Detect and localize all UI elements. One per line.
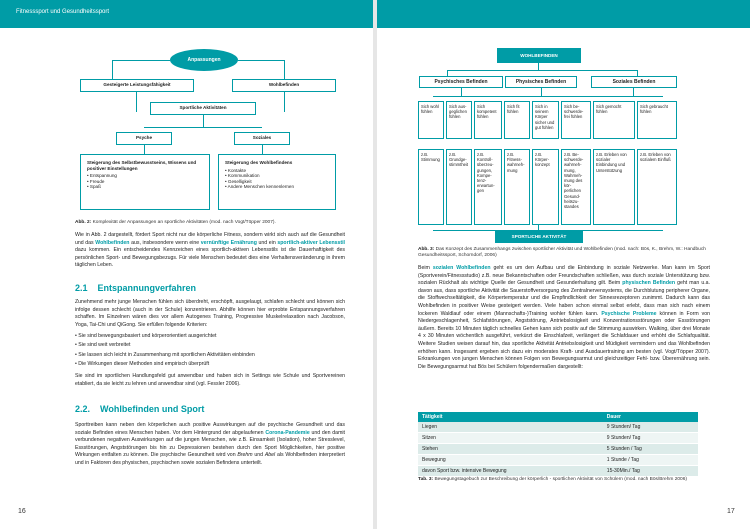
box-psyche-detail bbox=[80, 154, 210, 210]
column-header: Dauer bbox=[603, 412, 698, 422]
heading-number: 2.2. bbox=[75, 404, 91, 414]
row2-box: z.B. Kontroll-überzeu-gungen, Kompe-tenz-erwartun-gen bbox=[474, 149, 502, 225]
box-sportliche-aktivitaeten: Sportliche Aktivitäten bbox=[150, 102, 256, 115]
row2-box: z.B. Be-schwerde-wahrneh-mung, Wahrneh-mung des kör-perlichen Gesund-heitszu-standes bbox=[561, 149, 591, 225]
heading-title: Wohlbefinden und Sport bbox=[100, 404, 205, 414]
heading-2-1 bbox=[75, 283, 196, 293]
caption-label: Abb. 3: bbox=[418, 247, 435, 252]
text: als Wohlbefinden interpretiert und in Faktoren des physischen, psychischen sowie sozialen Befindens unterteilt. bbox=[75, 452, 345, 466]
row1-box: Sich gebraucht fühlen bbox=[637, 101, 677, 139]
row2-box: z.B. Erleben von sozialer Einbindung und Unterstützung bbox=[593, 149, 635, 225]
list-item: • Entspannung bbox=[87, 173, 203, 179]
connector bbox=[541, 88, 542, 96]
cell: davon Sport bzw. intensive Bewegung bbox=[418, 466, 603, 477]
text: Sporttreiben kann neben den körperlichen auch positive Auswirkungen auf die psychische Gesundheit und das soziale Befinden eines Menschen haben. Vor dem Hintergrund der abgelaufenen bbox=[75, 422, 345, 436]
table-row bbox=[418, 444, 698, 455]
connector bbox=[144, 145, 145, 154]
list-item: • Sie lassen sich leicht in Zusammenhang mit sportlichen Aktivitäten einbinden bbox=[75, 351, 345, 360]
left-header: Fitnesssport und Gesundheitssport bbox=[0, 0, 373, 28]
connector bbox=[447, 70, 637, 71]
connector bbox=[203, 115, 204, 127]
cell: 15-30Min./ Tag bbox=[603, 466, 698, 477]
row2-box: z.B. Erleben von sozialem Einfluß bbox=[637, 149, 677, 225]
paragraph-2: Zunehmend mehr junge Menschen fühlen sich überdreht, erschöpft, ausgelaugt, schlafen schlecht und können sich infolge dessen schlecht (auch in der Schule) konzentrieren. Abhilfe können hier erprobte Entspannungsverfahren schaffen. Im Einzelnen wären dies vor allem Autogenes Training, Progressive Muskelrelaxation nach Jacobson, Yoga, Tai-Chi und QiGong. Sie erfüllen folgende Kriterien: bbox=[75, 299, 345, 328]
text: geht man u.a. davon aus, dass sportliche Aktivität die Sauerstoffversorgung des Zentralnervensystems, die Durchblutung peripherer Organe, die Stoffwechseltätigkeit, die Körpertemperatur und die Empfindlichkeit der Sinnesrezeptoren zunimmt. Dadurch kann das Wohlbefinden in positiver Weise gesteigert werden. Viele haben schon einmal selbst erlebt, dass man sich nach einem lockeren Waldlauf oder einem (Mannschafts-)Training wohler fühlen kann. bbox=[418, 280, 710, 317]
highlight: vernünftige Ernährung bbox=[200, 239, 257, 246]
col-sozial: Soziales Befinden bbox=[591, 76, 677, 88]
row1-box: Sich kompetent fühlen bbox=[474, 101, 502, 139]
col-psychisch: Psychisches Befinden bbox=[419, 76, 503, 88]
row2-box: z.B. Stimmung bbox=[418, 149, 444, 225]
list-item: • Die Wirkungen dieser Methoden sind empirisch überprüft bbox=[75, 360, 345, 369]
sportliche-aktivitaet-box: SPORTLICHE AKTIVITÄT bbox=[495, 230, 583, 243]
highlight: sportlich-aktiver Lebensstil bbox=[277, 239, 346, 246]
cell: Liegen bbox=[418, 422, 603, 433]
list-item: • Andere Menschen kennenlernen bbox=[225, 184, 329, 190]
row2-box: z.B. Körper-konzept bbox=[532, 149, 559, 225]
text: dazu kommen. Ein entscheidendes Kennzeichen eines sportlich-aktiven Lebensstils ist die Dauerhaftigkeit des persönlichen Sport- und Bewegungsbezugs. Für viele Menschen bedeutet dies eine Verhaltensveränderung in ihrem täglichen Leben. bbox=[75, 247, 345, 269]
caption-label: Tab. 3: bbox=[418, 477, 434, 482]
soziales-detail-list bbox=[225, 168, 329, 190]
connector bbox=[461, 88, 462, 96]
connector bbox=[633, 88, 634, 96]
paragraph-3: Sie sind im sportlichen Handlungsfeld gut anwendbar und haben sich in Settings wie Schule und Sportvereinen etabliert, da sie leicht zu lehren und anwendbar sind (vgl. Fessler 2006). bbox=[75, 373, 345, 387]
list-item: • Kommunikation bbox=[225, 173, 329, 179]
table-row bbox=[418, 455, 698, 466]
list-item: • Sie sind weit verbreitet bbox=[75, 341, 345, 350]
table-caption-3 bbox=[418, 477, 718, 483]
connector bbox=[112, 60, 170, 61]
soziales-detail-title: Steigerung des Wohlbefindens bbox=[225, 160, 293, 165]
connector bbox=[112, 60, 113, 79]
cell: 9 Stunden/ Tag bbox=[603, 422, 698, 433]
page-number: 16 bbox=[18, 508, 26, 515]
row1-box: Sich in seinem Körper sicher und gut fühlen bbox=[532, 101, 559, 139]
psyche-detail-title: Steigerung des Selbstbewusstseins, Wissens und positiver Einstellungen bbox=[87, 160, 197, 171]
list-item: • Geselligkeit bbox=[225, 179, 329, 185]
highlight: Corona-Pandemie bbox=[265, 429, 310, 436]
cell: 5 Stunden / Tag bbox=[603, 444, 698, 455]
text: können in Form von Niedergeschlagenheit, Schlafstörungen, Angststörung, Antriebslosigkeit und Konzentrationsstörungen oder Essstörungen äußern. Bereits 10 Minuten täglich schnelles Gehen kann sich positiv auf die Stimmung auswirken. Walking, über drei Monate 4 x 30 Minuten wöchentlich ausgeführt, verkürzt die Einschlafzeit, verlängert die Schlafdauer und erhöht die Schlafqualität. Weitere Studien weisen darauf hin, das sportliche Aktivität Antriebslosigkeit und Müdigkeit vermindern und das Wohlbefinden erhöhen kann. Insgesamt ergeben sich dazu ein moderates Kraft- und Ausdauertraining am besten (vgl. Vogt/Töpper 2007). Erkrankungen von jungen Menschen können Folgen von Bewegungsarmut und gleichzeitiger Fehl- bzw. Überernährung sein. Die Bewegungsarmut hat Bös bei Schülern folgendermaßen dargestellt: bbox=[418, 310, 710, 370]
text: Abel bbox=[264, 452, 276, 459]
box-leistungsfaehigkeit: Gesteigerte Leistungsfähigkeit bbox=[80, 79, 194, 92]
connector bbox=[144, 127, 262, 128]
cell: Stehen bbox=[418, 444, 603, 455]
list-item: • Sie sind bewegungsbasiert und körperorientiert ausgerichtet bbox=[75, 332, 345, 341]
cell: Sitzen bbox=[418, 433, 603, 444]
table-header-row bbox=[418, 412, 698, 422]
connector bbox=[284, 92, 285, 112]
criteria-list bbox=[75, 332, 345, 370]
row1-box: Sich fit fühlen bbox=[504, 101, 530, 139]
psyche-detail-list bbox=[87, 173, 203, 190]
activity-table bbox=[418, 412, 698, 477]
paragraph-4 bbox=[75, 422, 345, 468]
connector bbox=[136, 92, 137, 112]
caption-label: Abb. 2: bbox=[75, 220, 92, 225]
anpassungen-ellipse: Anpassungen bbox=[170, 49, 238, 71]
connector bbox=[262, 145, 263, 154]
caption-text: Komplexität der Anpassungen an sportliche Aktivitäten (mod. nach Vogt/Töpper 2007). bbox=[92, 220, 276, 225]
paragraph-5 bbox=[418, 265, 710, 371]
left-page bbox=[0, 0, 373, 529]
row1-box: Sich wohl fühlen bbox=[418, 101, 444, 139]
caption-text: Bewegungstagebuch zur Beschreibung der körperlich - sportlichen Aktivität von Schülern (mod. nach Bös/Brehm 2006) bbox=[434, 477, 687, 482]
page-number: 17 bbox=[727, 508, 735, 515]
highlight: sozialen Wohlbefinden bbox=[432, 265, 491, 271]
row1-box: Sich aus-geglichen fühlen bbox=[446, 101, 472, 139]
wohlbefinden-box: WOHLBEFINDEN bbox=[497, 48, 581, 63]
connector bbox=[238, 60, 284, 61]
row1-box: Sich gemocht fühlen bbox=[593, 101, 635, 139]
cell: 1 Stunde / Tag bbox=[603, 455, 698, 466]
connector bbox=[433, 96, 663, 97]
text: Beim bbox=[418, 265, 433, 271]
right-page bbox=[377, 0, 750, 529]
figure-caption-2 bbox=[75, 220, 345, 226]
box-soziales: Soziales bbox=[234, 132, 290, 145]
text: geht es um den Aufbau und die Einbindung in soziale Netzwerke. Man kann im Sport (Sportverein/Fitnessstudio) z.B. neue Bekanntschaften oder Freundschaften schließen, was durch soziale Unterstützung bzw. sozialen Rückhalt als wichtige Quelle der Gesundheit und Gesunderhaltung gilt. Beim bbox=[418, 265, 711, 287]
col-physisch: Physisches Befinden bbox=[505, 76, 577, 88]
box-soziales-detail bbox=[218, 154, 336, 210]
heading-2-2 bbox=[75, 404, 204, 414]
table-row bbox=[418, 422, 698, 433]
column-header: Tätigkeit bbox=[418, 412, 603, 422]
highlight: physischen Befinden bbox=[622, 280, 676, 287]
text: und den damit verbundenen negativen Auswirkungen auf die jungen Menschen, wie z.B. Einsamkeit (Isolation), hoher Stresslevel, Essstörungen, Angststörungen bis hin zu Depressionen bestehen durch den Sport Möglichkeiten, hier positive Wirkungen entfalten zu können. Die psychische Gesundheit wird von bbox=[75, 429, 345, 459]
box-psyche: Psyche bbox=[116, 132, 172, 145]
list-item: • Spaß bbox=[87, 184, 203, 190]
box-wohlbefinden: Wohlbefinden bbox=[232, 79, 336, 92]
list-item: • Kontakte bbox=[225, 168, 329, 174]
text: aus, insbesondere wenn eine bbox=[129, 239, 201, 246]
caption-text: Das Konzept des Zusammenhangs zwischen sportlicher Aktivität und Wohlbefinden (mod. nach: Bös, K., Brehm, W.: Handbuch Gesundheitssport, Schorndorf, 2006) bbox=[418, 247, 706, 258]
table-row bbox=[418, 433, 698, 444]
connector bbox=[284, 60, 285, 79]
row2-box: z.B. Grundge-stimmtheit bbox=[446, 149, 472, 225]
text: und ein bbox=[256, 239, 278, 246]
highlight: Wohlbefinden bbox=[95, 239, 130, 246]
paragraph-1 bbox=[75, 232, 345, 270]
table-row bbox=[418, 466, 698, 477]
cell: 9 Stunden/ Tag bbox=[603, 433, 698, 444]
figure-caption-3 bbox=[418, 247, 718, 259]
row2-box: z.B. Fitness-wahrneh-mung bbox=[504, 149, 530, 225]
cell: Bewegung bbox=[418, 455, 603, 466]
row1-box: Sich be-schwerde-frei fühlen bbox=[561, 101, 591, 139]
heading-title: Entspannungverfahren bbox=[97, 283, 197, 293]
text: und bbox=[252, 452, 265, 459]
right-header bbox=[377, 0, 750, 28]
text: Wie in Abb. 2 dargestellt, fördert Sport nicht nur die körperliche Fitness, sondern wirkt sich auch auf die Gesundheit und das bbox=[75, 232, 345, 246]
list-item: • Freude bbox=[87, 179, 203, 185]
text: Brehm bbox=[237, 452, 253, 459]
heading-number: 2.1 bbox=[75, 283, 88, 293]
highlight: Psychische Probleme bbox=[601, 310, 657, 317]
